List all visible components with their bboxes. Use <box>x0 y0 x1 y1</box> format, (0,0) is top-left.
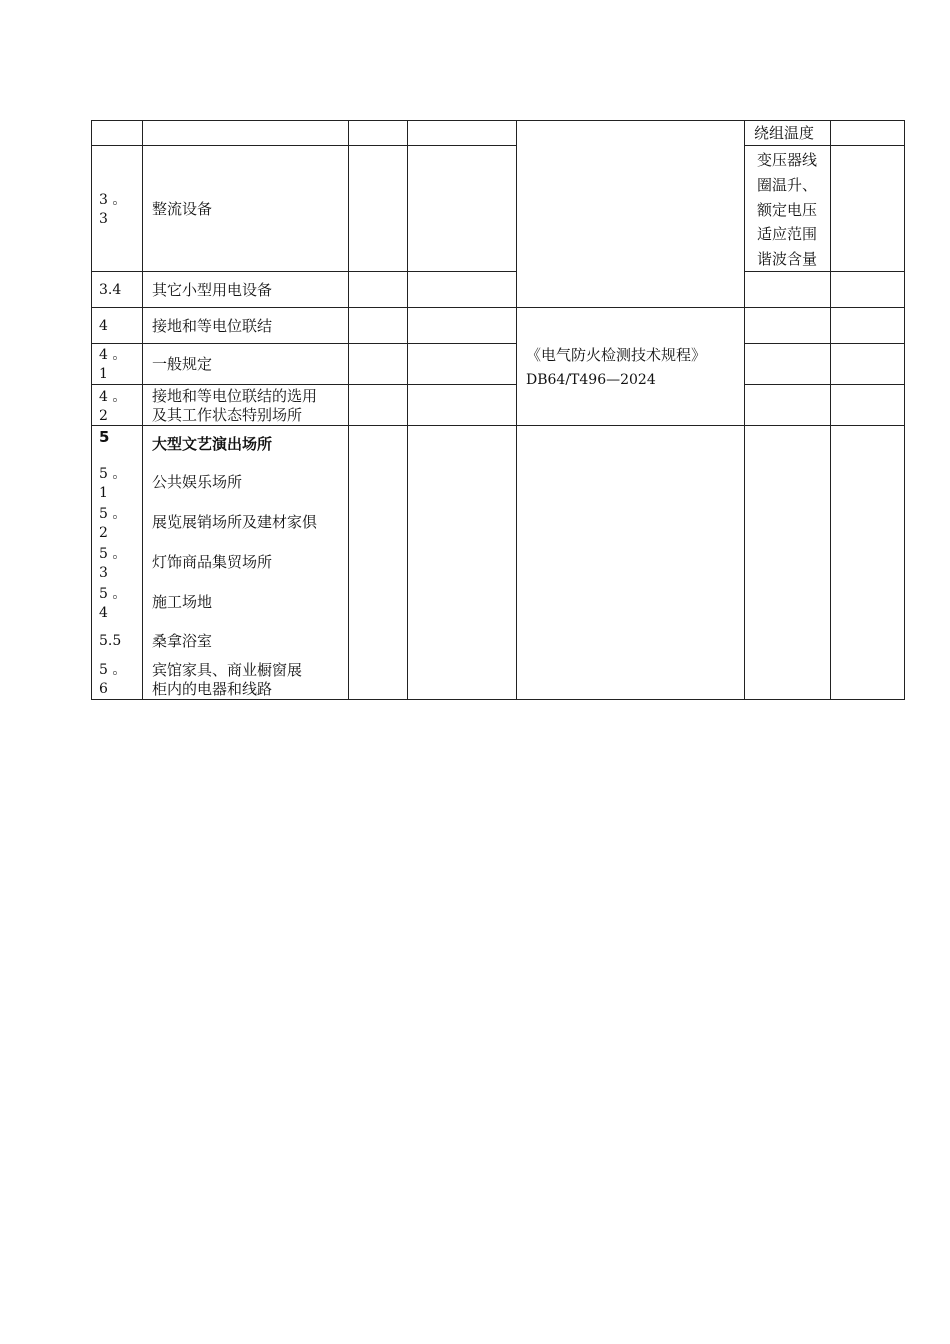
item-label: 其它小型用电设备 <box>152 281 273 299</box>
row-divider <box>91 145 517 146</box>
item-label: 施工场地 <box>152 593 213 611</box>
item-label: 展览展销场所及建材家俱 <box>152 513 318 531</box>
item-label: 一般规定 <box>152 355 213 373</box>
check-content-line: 谐波含量 <box>757 250 818 268</box>
item-label: 接地和等电位联结的选用 <box>152 387 318 405</box>
table-border-left <box>91 120 92 700</box>
section-number: 2 <box>99 525 108 541</box>
check-content-line: 变压器线 <box>757 151 818 169</box>
section-number: 3.4 <box>99 282 122 298</box>
section-number: 5 。 <box>99 546 127 562</box>
row-divider <box>744 384 905 385</box>
section-number: 4 <box>99 318 108 334</box>
row-divider <box>744 343 905 344</box>
section-number: 1 <box>99 485 108 501</box>
section-number: 4 。 <box>99 389 127 405</box>
row-divider <box>91 384 517 385</box>
winding-temp-label: 绕组温度 <box>754 124 815 142</box>
row-divider <box>91 343 517 344</box>
col-divider-4 <box>516 120 517 700</box>
col-divider-5 <box>744 120 745 700</box>
item-label: 宾馆家具、商业橱窗展 <box>152 661 303 679</box>
row-divider <box>91 425 905 426</box>
item-label: 整流设备 <box>152 200 213 218</box>
table-border-right <box>904 120 905 700</box>
standard-code: DB64/T496—2024 <box>526 372 656 388</box>
item-label: 柜内的电器和线路 <box>152 680 273 698</box>
table-border-bottom <box>91 699 905 700</box>
item-label: 灯饰商品集贸场所 <box>152 553 273 571</box>
section-number: 3 。 <box>99 192 127 208</box>
section-number: 3 <box>99 565 108 581</box>
section-number: 4 <box>99 605 108 621</box>
item-label: 及其工作状态特别场所 <box>152 406 303 424</box>
standard-title: 《电气防火检测技术规程》 <box>526 346 707 364</box>
section-number: 5 。 <box>99 662 127 678</box>
section-number: 5 。 <box>99 466 127 482</box>
row-divider <box>91 307 905 308</box>
item-label: 桑拿浴室 <box>152 632 213 650</box>
section-number: 3 <box>99 211 108 227</box>
section-number: 5 。 <box>99 586 127 602</box>
section-number: 2 <box>99 408 108 424</box>
col-divider-2 <box>348 120 349 700</box>
section-number: 6 <box>99 681 108 697</box>
check-content-line: 适应范围 <box>757 225 818 243</box>
section-number: 5 <box>99 428 110 446</box>
section-heading: 大型文艺演出场所 <box>152 435 273 453</box>
row-divider <box>744 145 905 146</box>
section-number: 5 。 <box>99 506 127 522</box>
col-divider-3 <box>407 120 408 700</box>
section-number: 5.5 <box>99 633 122 649</box>
item-label: 公共娱乐场所 <box>152 473 243 491</box>
row-divider <box>91 271 517 272</box>
row-divider <box>744 271 905 272</box>
check-content-line: 额定电压 <box>757 201 818 219</box>
section-number: 4 。 <box>99 347 127 363</box>
col-divider-6 <box>830 120 831 700</box>
section-number: 1 <box>99 366 108 382</box>
table-border-top <box>91 120 905 121</box>
col-divider-1 <box>142 120 143 700</box>
check-content-line: 圈温升、 <box>757 176 818 194</box>
item-label: 接地和等电位联结 <box>152 317 273 335</box>
